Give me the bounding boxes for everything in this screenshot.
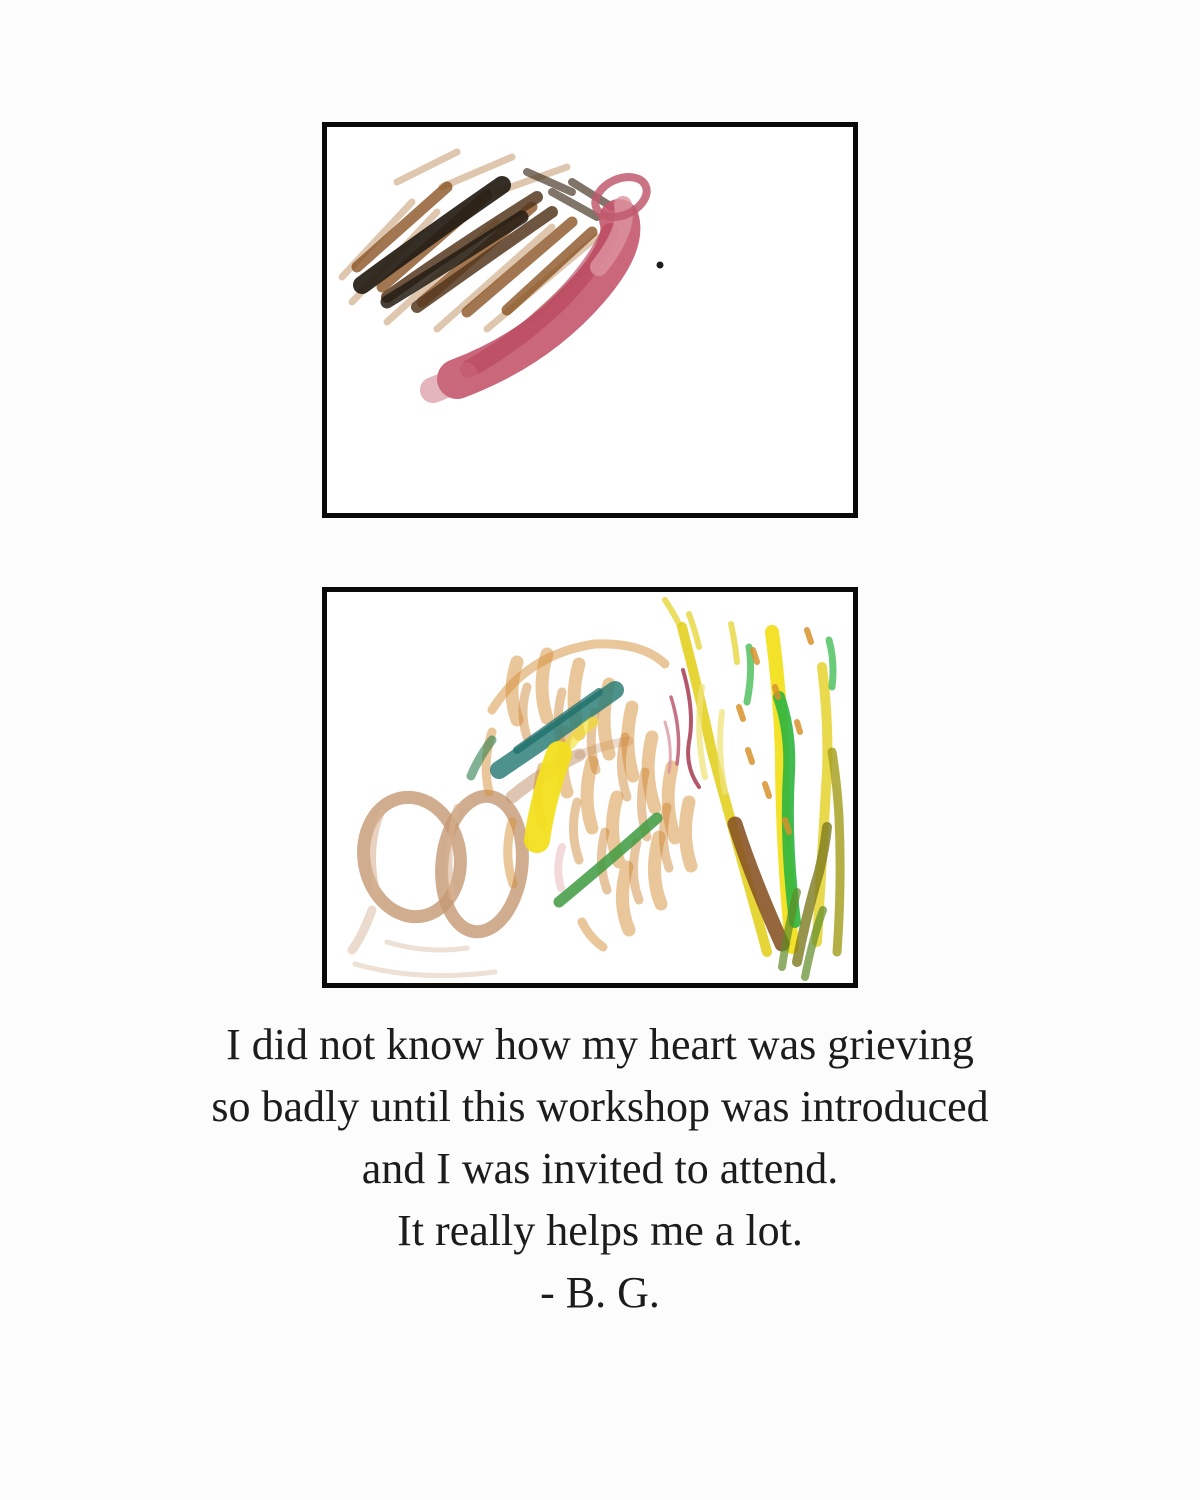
pink-fade-tip [433, 375, 465, 390]
grass-fan [665, 600, 840, 977]
pink-faint-streak [558, 847, 562, 888]
crayon-drawing-bottom [327, 592, 853, 983]
framed-drawing-bottom [322, 587, 858, 988]
quote-line-2: so badly until this workshop was introduced [211, 1082, 989, 1131]
framed-drawing-top [322, 122, 858, 518]
quote-line-3: and I was invited to attend. [361, 1144, 839, 1193]
testimonial-quote [0, 1014, 1200, 1324]
grass-yellow-right [817, 667, 827, 942]
quote-attribution: - B. G. [540, 1268, 660, 1317]
tan-bottom-smudge [355, 942, 495, 976]
quote-line-1: I did not know how my heart was grieving [226, 1020, 974, 1069]
top-yellow-flicks [665, 600, 737, 662]
quote-line-4: It really helps me a lot. [397, 1206, 803, 1255]
maroon-light-line [671, 697, 679, 764]
black-speck [657, 262, 664, 269]
crayon-drawing-top [327, 127, 853, 513]
olive-stroke [832, 752, 840, 952]
